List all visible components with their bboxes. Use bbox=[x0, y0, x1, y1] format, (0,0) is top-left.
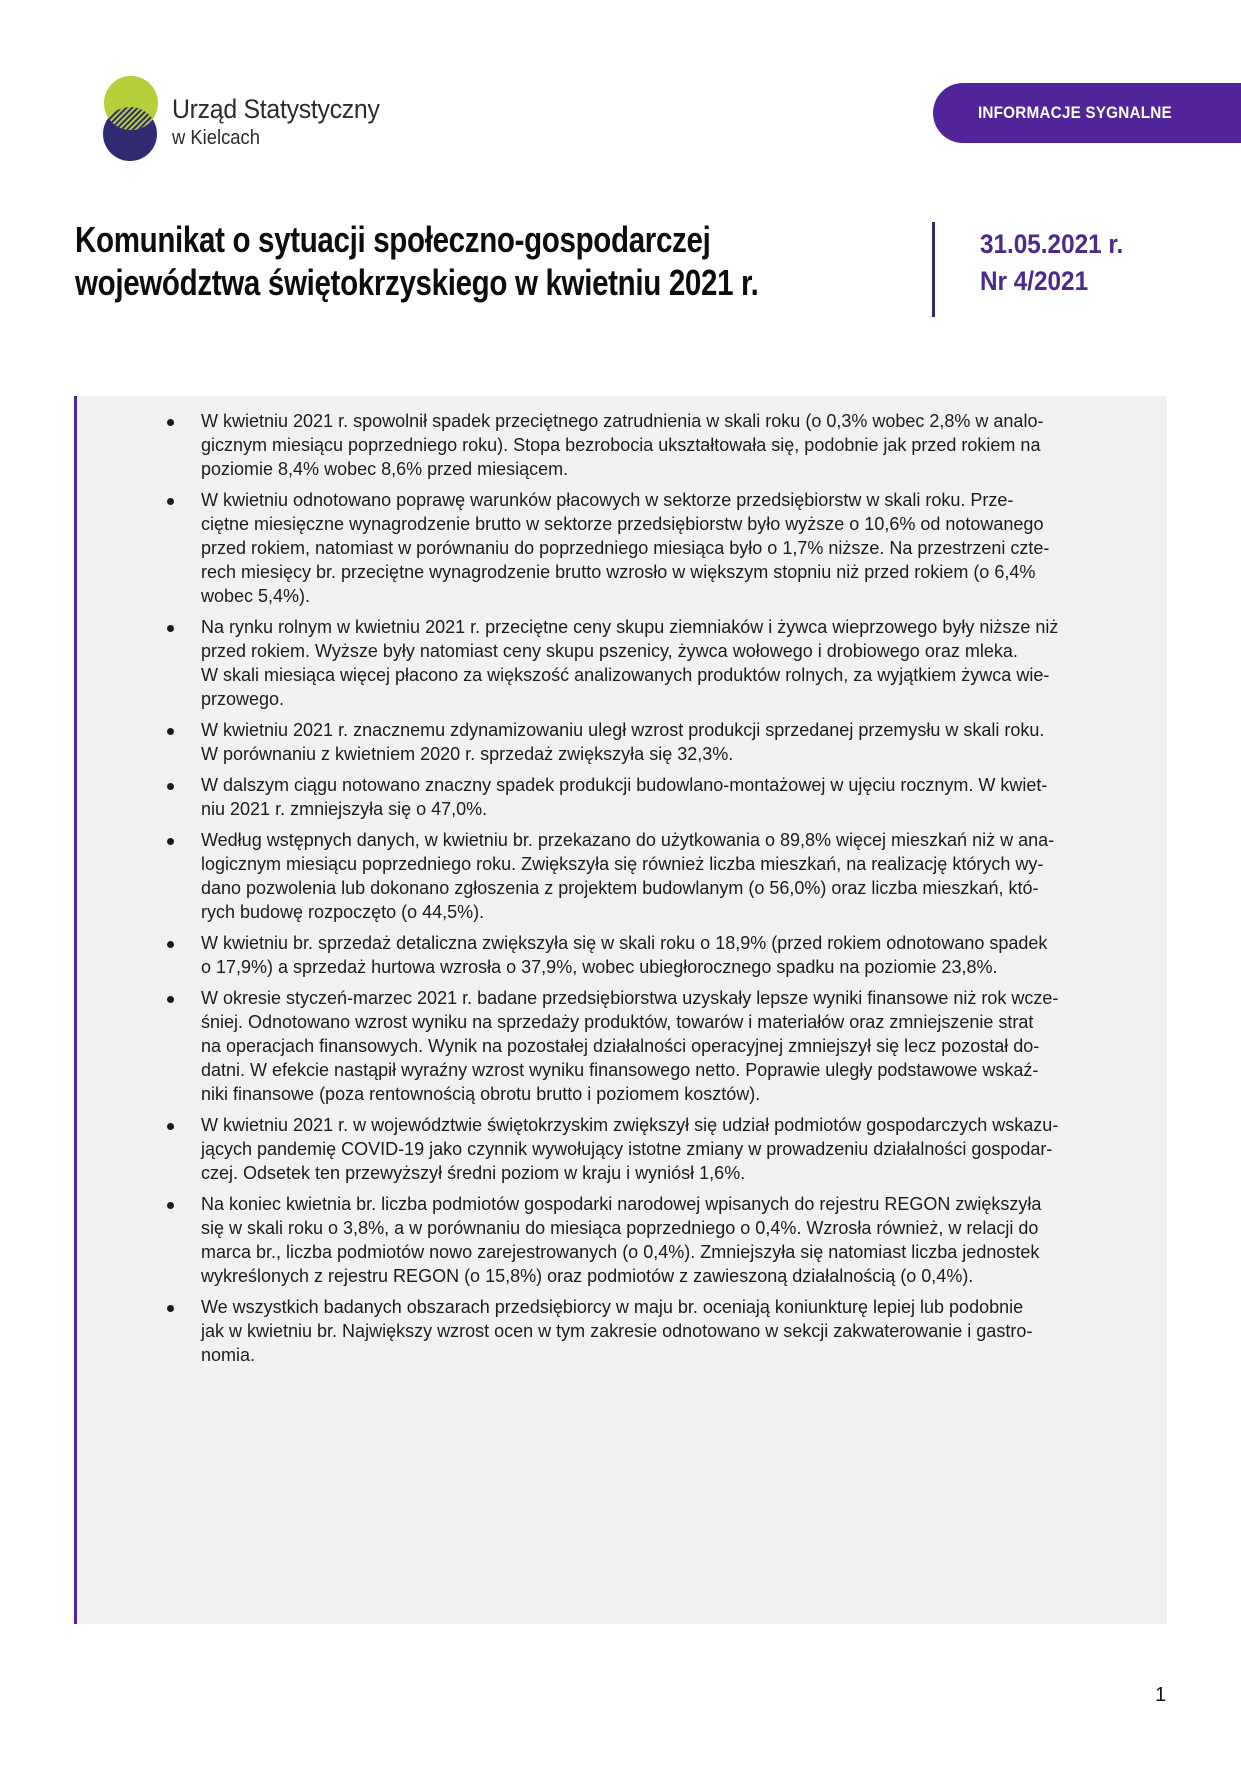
summary-item bbox=[201, 1113, 1146, 1185]
summary-item bbox=[201, 773, 1146, 821]
summary-text-line: poziomie 8,4% wobec 8,6% przed miesiącem. bbox=[201, 459, 569, 479]
summary-item bbox=[201, 1295, 1146, 1367]
office-name: Urząd Statystyczny bbox=[172, 94, 380, 124]
summary-text-line: nomia. bbox=[201, 1345, 256, 1365]
summary-item bbox=[201, 1192, 1146, 1288]
summary-text-line: Na koniec kwietnia br. liczba podmiotów gospodarki narodowej wpisanych do rejestru REGON zwiększyła bbox=[201, 1194, 1042, 1214]
summary-text-line: W kwietniu br. sprzedaż detaliczna zwiększyła się w skali roku o 18,9% (przed rokiem odnotowano spadek bbox=[201, 933, 1048, 953]
logo-overlapping-circles-icon bbox=[103, 76, 161, 162]
summary-text-line: logicznym miesiącu poprzedniego roku. Zwiększyła się również liczba mieszkań, na realizację których wy- bbox=[201, 854, 1044, 874]
summary-text-line: dano pozwolenia lub dokonano zgłoszenia z projektem budowlanym (o 56,0%) oraz liczba mieszkań, któ- bbox=[201, 878, 1039, 898]
bullet-icon bbox=[167, 498, 174, 505]
summary-item bbox=[201, 488, 1146, 608]
header-divider bbox=[932, 222, 935, 317]
bullet-icon bbox=[167, 996, 174, 1003]
summary-text-line: wykreślonych z rejestru REGON (o 15,8%) oraz podmiotów z zawieszoną działalnością (o 0,4%). bbox=[201, 1266, 974, 1286]
summary-text-line: o 17,9%) a sprzedaż hurtowa wzrosła o 37,9%, wobec ubiegłorocznego spadku na poziomie 23,8%. bbox=[201, 957, 998, 977]
summary-item bbox=[201, 986, 1146, 1106]
summary-text-line: W dalszym ciągu notowano znaczny spadek produkcji budowlano-montażowej w ujęciu rocznym. W kwiet- bbox=[201, 775, 1048, 795]
bullet-icon bbox=[167, 1123, 174, 1130]
document-title bbox=[75, 218, 915, 304]
publication-meta bbox=[980, 226, 1139, 300]
publication-date: 31.05.2021 r. bbox=[980, 229, 1124, 259]
summary-text-line: jących pandemię COVID-19 jako czynnik wywołujący istotne zmiany w prowadzeniu działalności gospodar- bbox=[201, 1139, 1053, 1159]
summary-text-line: wobec 5,4%). bbox=[201, 586, 311, 606]
summary-item bbox=[201, 615, 1146, 711]
summary-text-line: przed rokiem. Wyższe były natomiast ceny skupu pszenicy, żywca wołowego i drobiowego oraz mleka. bbox=[201, 641, 1018, 661]
summary-text-line: czej. Odsetek ten przewyższył średni poziom w kraju i wyniósł 1,6%. bbox=[201, 1163, 746, 1183]
summary-item bbox=[201, 409, 1146, 481]
summary-text-line: We wszystkich badanych obszarach przedsiębiorcy w maju br. oceniają koniunkturę lepiej lub podobnie bbox=[201, 1297, 1024, 1317]
title-line: województwa świętokrzyskiego w kwietniu 2021 r. bbox=[75, 262, 759, 303]
summary-text-line: W okresie styczeń-marzec 2021 r. badane przedsiębiorstwa uzyskały lepsze wyniki finansowe niż rok wcze- bbox=[201, 988, 1059, 1008]
summary-text-line: się w skali roku o 3,8%, a w porównaniu do miesiąca poprzedniego o 0,4%. Wzrosła również, w relacji do bbox=[201, 1218, 1039, 1238]
summary-text-line: W kwietniu 2021 r. znacznemu zdynamizowaniu uległ wzrost produkcji sprzedanej przemysłu w skali roku. bbox=[201, 720, 1045, 740]
bullet-icon bbox=[167, 783, 174, 790]
summary-box bbox=[74, 396, 1167, 1624]
summary-item bbox=[201, 718, 1146, 766]
summary-text-line: gicznym miesiącu poprzedniego roku). Stopa bezrobocia ukształtowała się, podobnie jak przed rokiem na bbox=[201, 435, 1041, 455]
summary-text-line: W kwietniu odnotowano poprawę warunków płacowych w sektorze przedsiębiorstw w skali roku. Prze- bbox=[201, 490, 1014, 510]
summary-list bbox=[201, 409, 1146, 1374]
summary-text-line: W kwietniu 2021 r. w województwie świętokrzyskim zwiększył się udział podmiotów gospodarczych wskazu- bbox=[201, 1115, 1059, 1135]
summary-text-line: Według wstępnych danych, w kwietniu br. przekazano do użytkowania o 89,8% więcej mieszkań niż w ana- bbox=[201, 830, 1055, 850]
bullet-icon bbox=[167, 1202, 174, 1209]
summary-text-line: śniej. Odnotowano wzrost wyniku na sprzedaży produktów, towarów i materiałów oraz zmniejszenie strat bbox=[201, 1012, 1034, 1032]
bullet-icon bbox=[167, 625, 174, 632]
bullet-icon bbox=[167, 838, 174, 845]
summary-text-line: ciętne miesięczne wynagrodzenie brutto w sektorze przedsiębiorstw było wyższe o 10,6% od notowanego bbox=[201, 514, 1044, 534]
publication-type-badge bbox=[933, 83, 1241, 143]
summary-text-line: przowego. bbox=[201, 689, 285, 709]
summary-text-line: marca br., liczba podmiotów nowo zarejestrowanych (o 0,4%). Zmniejszyła się natomiast liczba jednostek bbox=[201, 1242, 1040, 1262]
summary-text-line: datni. W efekcie nastąpił wyraźny wzrost wyniku finansowego netto. Poprawie uległy podstawowe wskaź- bbox=[201, 1060, 1039, 1080]
bullet-icon bbox=[167, 419, 174, 426]
summary-text-line: jak w kwietniu br. Największy wzrost ocen w tym zakresie odnotowano w sekcji zakwaterowanie i gastro- bbox=[201, 1321, 1033, 1341]
badge-label: INFORMACJE SYGNALNE bbox=[978, 103, 1172, 122]
bullet-icon bbox=[167, 941, 174, 948]
summary-text-line: niu 2021 r. zmniejszyła się o 47,0%. bbox=[201, 799, 488, 819]
title-line: Komunikat o sytuacji społeczno-gospodarczej bbox=[75, 219, 711, 260]
summary-text-line: przed rokiem, natomiast w porównaniu do poprzedniego miesiąca było o 1,7% niższe. Na przestrzeni czte- bbox=[201, 538, 1050, 558]
office-city: w Kielcach bbox=[172, 127, 260, 149]
summary-text-line: W skali miesiąca więcej płacono za większość analizowanych produktów rolnych, za wyjątkiem żywca wie- bbox=[201, 665, 1050, 685]
summary-text-line: rech miesięcy br. przeciętne wynagrodzenie brutto wzrosło w większym stopniu niż przed rokiem (o 6,4% bbox=[201, 562, 1036, 582]
summary-item bbox=[201, 931, 1146, 979]
office-logo bbox=[103, 76, 403, 166]
page-number: 1 bbox=[1155, 1684, 1167, 1706]
issue-number: Nr 4/2021 bbox=[980, 266, 1089, 296]
summary-text-line: Na rynku rolnym w kwietniu 2021 r. przeciętne ceny skupu ziemniaków i żywca wieprzowego były niższe niż bbox=[201, 617, 1059, 637]
summary-text-line: W porównaniu z kwietniem 2020 r. sprzedaż zwiększyła się 32,3%. bbox=[201, 744, 734, 764]
summary-text-line: niki finansowe (poza rentownością obrotu brutto i poziomem kosztów). bbox=[201, 1084, 761, 1104]
summary-text-line: W kwietniu 2021 r. spowolnił spadek przeciętnego zatrudnienia w skali roku (o 0,3% wobec 2,8% w analo- bbox=[201, 411, 1044, 431]
summary-item bbox=[201, 828, 1146, 924]
bullet-icon bbox=[167, 728, 174, 735]
bullet-icon bbox=[167, 1305, 174, 1312]
summary-text-line: na operacjach finansowych. Wynik na pozostałej działalności operacyjnej zmniejszył się lecz pozostał do- bbox=[201, 1036, 1040, 1056]
summary-text-line: rych budowę rozpoczęto (o 44,5%). bbox=[201, 902, 485, 922]
